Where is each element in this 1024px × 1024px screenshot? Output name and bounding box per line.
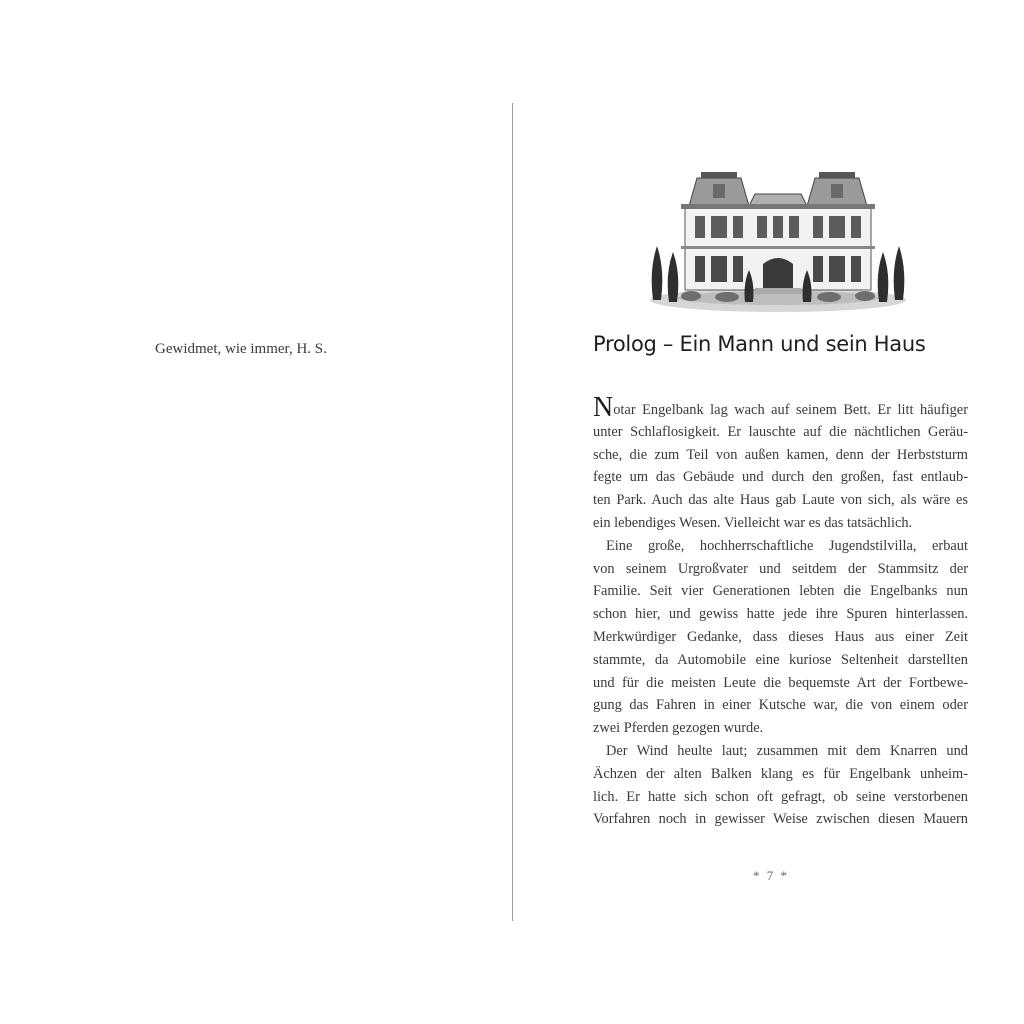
dormer-window <box>713 184 725 198</box>
upper-window <box>711 216 727 238</box>
text-line: Merkwürdiger Gedanke, dass dieses Haus aus einer Zeit <box>593 628 968 645</box>
text-line <box>593 392 968 423</box>
villa-illustration <box>645 160 911 315</box>
cypress-tree <box>894 246 905 300</box>
text-line: ein lebendiges Wesen. Vielleicht war es das tatsächlich. <box>593 514 913 531</box>
text-line: schon hier, und gewiss hatte jede ihre Spuren hinterlassen. <box>593 606 968 623</box>
dedication-text: Gewidmet, wie immer, H. S. <box>155 341 327 357</box>
text-line: lich. Er hatte sich schon oft gefragt, ob seine verstorbenen <box>593 788 968 805</box>
upper-window <box>695 216 705 238</box>
upper-window <box>813 216 823 238</box>
upper-window <box>757 216 767 238</box>
lower-window <box>851 256 861 282</box>
upper-window <box>773 216 783 238</box>
lower-window <box>829 256 845 282</box>
text-line: unter Schlaflosigkeit. Er lauschte auf die nächtlichen Geräu- <box>593 423 968 440</box>
upper-window <box>733 216 743 238</box>
text-line: zwei Pferden gezogen wurde. <box>593 720 764 737</box>
entrance-steps <box>755 288 801 294</box>
upper-window <box>851 216 861 238</box>
text-line: Der Wind heulte laut; zusammen mit dem Knarren und <box>606 742 968 759</box>
page-number: * 7 * <box>753 868 789 883</box>
cypress-tree <box>878 252 889 302</box>
shrub <box>817 292 841 302</box>
text-line: und für die meisten Leute die bequemste Art der Fortbewe- <box>593 674 968 691</box>
text-line: von seinem Urgroßvater und seitdem der Stammsitz der <box>593 560 968 577</box>
right-page <box>513 0 1024 1024</box>
floor-band <box>681 246 875 249</box>
text-line-content: otar Engelbank lag wach auf seinem Bett. Er litt häufiger <box>613 402 968 418</box>
text-line: fegte um das Gebäude und durch den großen, fast entlaub- <box>593 469 968 486</box>
shrub <box>715 292 739 302</box>
text-line: ten Park. Auch das alte Haus gab Laute von sich, als wäre es <box>593 492 968 509</box>
lower-window <box>711 256 727 282</box>
lower-window <box>695 256 705 282</box>
text-line: Ächzen der alten Balken klang es für Engelbank unheim- <box>593 765 968 782</box>
text-line: stammte, da Automobile eine kuriose Seltenheit darstellten <box>593 651 968 668</box>
body-text <box>593 392 968 831</box>
lower-window <box>733 256 743 282</box>
lower-window <box>813 256 823 282</box>
upper-window <box>789 216 799 238</box>
cypress-tree <box>668 252 679 302</box>
right-tower-cap <box>819 172 855 178</box>
text-line: sche, die zum Teil von außen kamen, denn der Herbststurm <box>593 446 968 463</box>
entrance-arch <box>763 258 793 290</box>
text-line: Vorfahren noch in gewisser Weise zwischen diesen Mauern <box>593 811 968 828</box>
shrub <box>681 291 701 301</box>
text-line: Familie. Seit vier Generationen lebten die Engelbanks nun <box>593 583 968 600</box>
dormer-window <box>831 184 843 198</box>
cypress-tree <box>652 246 663 300</box>
cornice <box>681 204 875 209</box>
upper-window <box>829 216 845 238</box>
shrub <box>855 291 875 301</box>
text-line: gung das Fahren in einer Kutsche war, die von einem oder <box>593 697 968 714</box>
text-line: Eine große, hochherrschaftliche Jugendstilvilla, erbaut <box>606 537 968 554</box>
left-tower-cap <box>701 172 737 178</box>
drop-cap: N <box>593 392 614 423</box>
chapter-title: Prolog – Ein Mann und sein Haus <box>593 332 926 356</box>
